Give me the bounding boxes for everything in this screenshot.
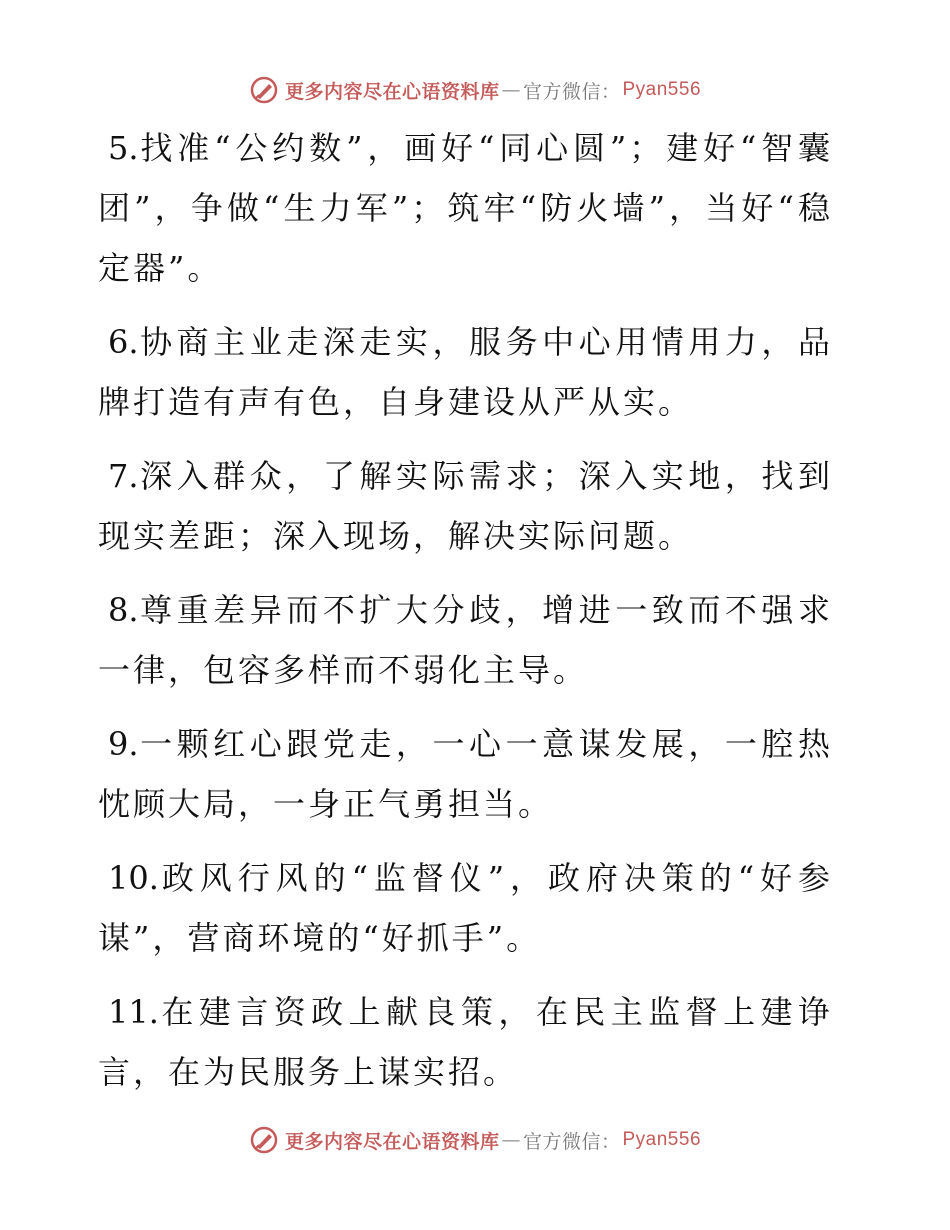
watermark-wechat-label: 官方微信： (522, 80, 621, 103)
item-number: 9. (108, 725, 139, 763)
item-number: 5. (108, 129, 139, 167)
item-number: 6. (108, 323, 139, 361)
watermark-text: 更多内容尽在心语资料库 (284, 80, 500, 103)
list-item (98, 312, 833, 432)
item-number: 7. (108, 457, 139, 495)
item-text: 找准“公约数”，画好“同心圆”；建好“智囊团”，争做“生力军”；筑牢“防火墙”，当好“稳定器”。 (98, 129, 833, 287)
feather-pen-seal-icon (249, 75, 279, 105)
document-body (98, 118, 833, 1116)
list-item (98, 982, 833, 1102)
watermark-text: 更多内容尽在心语资料库 (284, 1130, 500, 1153)
item-text: 政风行风的“监督仪”，政府决策的“好参谋”，营商环境的“好抓手”。 (98, 859, 833, 957)
item-number: 10. (108, 859, 159, 897)
list-item (98, 580, 833, 700)
header-watermark (0, 70, 950, 110)
item-text: 在建言资政上献良策，在民主监督上建诤言，在为民服务上谋实招。 (98, 993, 833, 1091)
list-item (98, 848, 833, 968)
watermark-separator: — (501, 79, 521, 101)
watermark-wechat-id: Pyan556 (622, 79, 702, 100)
item-number: 8. (108, 591, 139, 629)
list-item (98, 118, 833, 298)
list-item (98, 714, 833, 834)
watermark-separator: — (501, 1129, 521, 1151)
item-text: 深入群众，了解实际需求；深入实地，找到现实差距；深入现场，解决实际问题。 (98, 457, 833, 555)
footer-watermark (0, 1120, 950, 1160)
item-text: 尊重差异而不扩大分歧，增进一致而不强求一律，包容多样而不弱化主导。 (98, 591, 833, 689)
item-text: 协商主业走深走实，服务中心用情用力，品牌打造有声有色，自身建设从严从实。 (98, 323, 833, 421)
item-number: 11. (108, 993, 159, 1031)
item-text: 一颗红心跟党走，一心一意谋发展，一腔热忱顾大局，一身正气勇担当。 (98, 725, 833, 823)
list-item (98, 446, 833, 566)
watermark-wechat-label: 官方微信： (522, 1130, 621, 1153)
feather-pen-seal-icon (249, 1125, 279, 1155)
watermark-wechat-id: Pyan556 (622, 1129, 702, 1150)
